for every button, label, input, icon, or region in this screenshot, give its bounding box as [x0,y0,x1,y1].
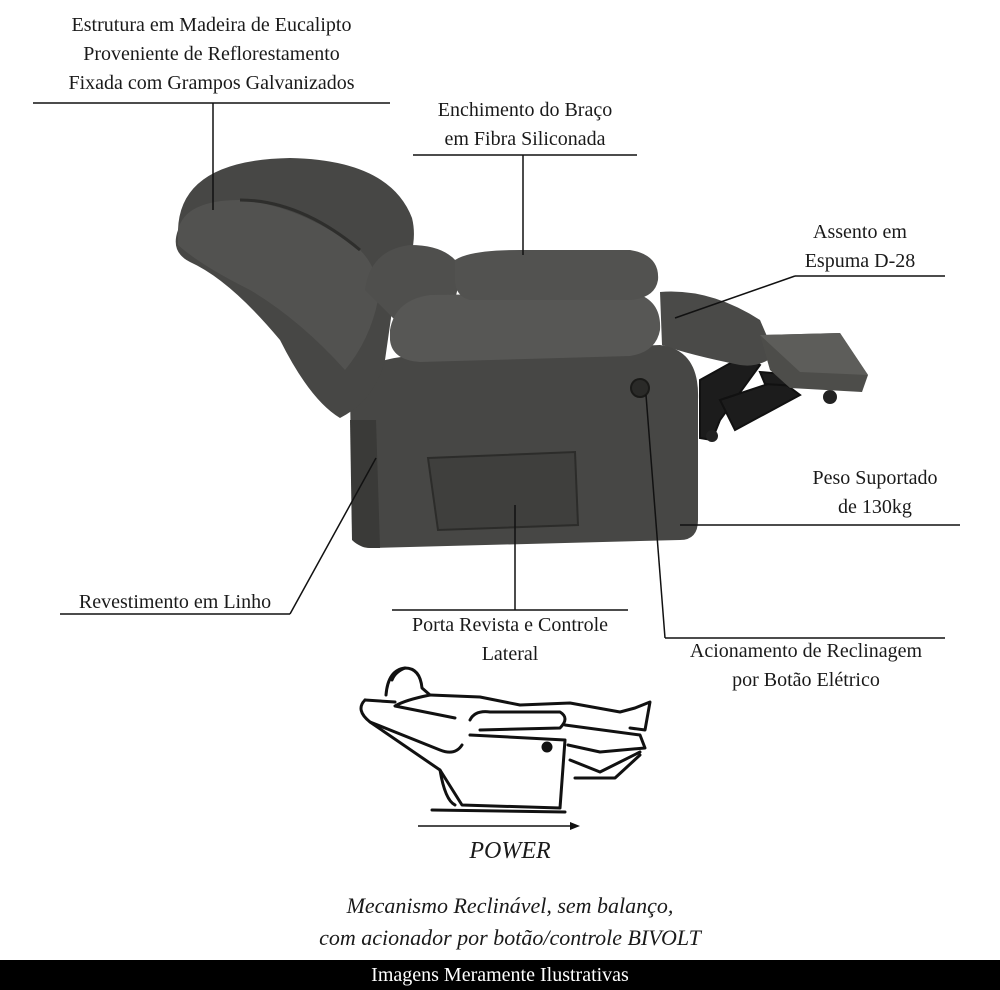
label-enchimento-line-2: em Fibra Siliconada [444,128,606,150]
reclining-person-pictogram [361,668,650,812]
mechanism-note-line-1: Mecanismo Reclinável, sem balanço, [346,893,674,918]
label-acionamento-line-1: Acionamento de Reclinagem [689,640,923,662]
label-estrutura-line-2: Proveniente de Reflorestamento [83,43,340,65]
label-peso [790,464,960,522]
mechanism-note [200,890,820,954]
label-assento-line-1: Assento em [813,221,907,243]
label-enchimento [413,96,637,154]
label-estrutura-line-3: Fixada com Grampos Galvanizados [68,72,355,94]
label-porta-revista-line-1: Porta Revista e Controle [411,614,609,636]
mechanism-note-line-2: com acionador por botão/controle BIVOLT [319,925,701,950]
power-arrow [418,822,580,830]
label-estrutura-line-1: Estrutura em Madeira de Eucalipto [71,14,352,36]
label-enchimento-line-1: Enchimento do Braço [437,99,613,121]
label-peso-line-1: Peso Suportado [812,467,938,489]
label-acionamento [660,637,952,695]
label-acionamento-line-2: por Botão Elétrico [732,669,880,691]
label-assento [775,218,945,276]
recliner-chair-illustration [176,158,868,548]
label-estrutura [33,11,390,98]
label-revestimento-line-1: Revestimento em Linho [78,591,272,613]
footer-disclaimer: Imagens Meramente Ilustrativas [0,960,1000,990]
power-label: POWER [469,838,551,864]
label-porta-revista-line-2: Lateral [481,643,539,665]
label-revestimento [60,588,290,617]
label-assento-line-2: Espuma D-28 [804,250,916,272]
label-porta-revista [392,611,628,669]
label-peso-line-2: de 130kg [838,496,912,518]
